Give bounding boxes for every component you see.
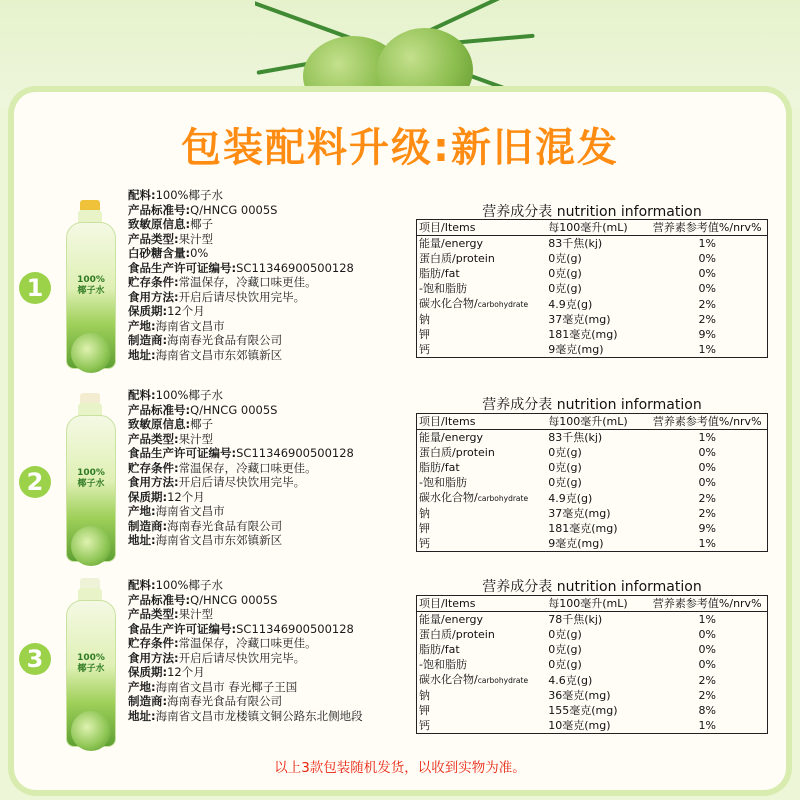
nutrition-header-cell: 每100毫升(mL): [546, 414, 645, 430]
nutrient-value: 0克(g): [548, 252, 582, 265]
nutrition-row: [417, 236, 768, 252]
info-label: 食用方法:: [128, 475, 179, 489]
info-label: 地址:: [128, 533, 156, 547]
nutrient-name: [417, 521, 547, 536]
info-value: 12个月: [167, 489, 205, 504]
product-info-row: [128, 680, 363, 695]
info-label: 保质期:: [128, 489, 168, 504]
product-info-row: [128, 417, 354, 432]
coconut-graphic: [71, 526, 111, 566]
nutrient-value: 0克(g): [548, 282, 582, 295]
nutrient-value: 4.6克(g): [548, 673, 593, 687]
product-info-row: [128, 461, 354, 476]
bottle-body: [66, 222, 116, 369]
info-value: 海南省文昌市龙楼镇文铜公路东北侧地段: [155, 708, 363, 723]
nutrition-header-cell: 营养素参考值%/nrv%: [645, 596, 767, 612]
nutrient-nrv: 0%: [698, 643, 716, 656]
bottle-brand-label: 100% 椰子水: [77, 275, 105, 296]
product-info-row: [128, 636, 363, 651]
coconut-water-bottle: [66, 393, 114, 563]
info-value: 开启后请尽快饮用完毕。: [178, 289, 306, 304]
nutrient-name-text: 能量/energy: [419, 431, 484, 444]
nutrient-nrv: 0%: [698, 252, 716, 265]
info-value: 海南省文昌市 春光椰子王国: [155, 679, 298, 694]
nutrition-title: 营养成分表 nutrition information: [482, 579, 702, 595]
nutrition-row: [417, 688, 768, 703]
coconut-water-bottle: [66, 578, 114, 748]
product-info-row: [128, 651, 363, 666]
info-label: 产品标准号:: [128, 202, 191, 217]
nutrition-row: [417, 266, 768, 281]
info-value: Q/HNCG 0005S: [190, 402, 278, 417]
nutrient-name: [417, 445, 547, 460]
info-value: 海南省文昌市东郊镇新区: [155, 347, 283, 362]
nutrient-name: [417, 490, 547, 506]
nutrient-value: 0克(g): [548, 461, 582, 474]
info-value: 100%椰子水: [155, 188, 223, 202]
nutrient-nrv: 1%: [698, 537, 716, 550]
nutrient-name: [417, 281, 547, 296]
nutrient-value: 0克(g): [548, 628, 582, 641]
nutrition-header-cell: 每100毫升(mL): [546, 596, 645, 612]
nutrient-name: [417, 627, 547, 642]
nutrient-name: [417, 266, 547, 281]
nutrient-name: [417, 612, 547, 628]
info-label: 食品生产许可证编号:: [128, 621, 237, 636]
nutrient-value: 83千焦(kj): [548, 237, 603, 250]
nutrition-row: [417, 251, 768, 266]
info-value: 常温保存，冷藏口味更佳。: [178, 636, 317, 650]
info-value: 果汁型: [178, 607, 214, 621]
info-label: 致敏原信息:: [128, 217, 191, 231]
nutrient-name: [417, 657, 547, 672]
product-info-row: [128, 232, 354, 247]
product-info-row: [128, 246, 354, 261]
nutrient-value: 4.9克(g): [548, 491, 593, 505]
nutrient-nrv: 1%: [698, 237, 716, 250]
nutrient-nrv: 2%: [698, 673, 716, 687]
info-label: 配料:: [128, 188, 156, 202]
nutrient-value: 9毫克(mg): [548, 343, 604, 356]
info-label: 食品生产许可证编号:: [128, 446, 237, 460]
nutrient-value: 0克(g): [548, 267, 582, 280]
nutrition-header-row: [417, 414, 768, 430]
bottle-brand-label: 100% 椰子水: [77, 468, 105, 489]
product-info-row: [128, 403, 354, 418]
nutrient-nrv: 2%: [698, 689, 716, 702]
nutrient-name-text: 蛋白质/protein: [419, 446, 495, 459]
nutrition-row: [417, 612, 768, 628]
nutrition-header-row: [417, 220, 768, 236]
nutrition-header-cell: 项目/Items: [417, 220, 547, 236]
nutrient-name: [417, 672, 547, 688]
info-label: 致敏原信息:: [128, 417, 191, 431]
nutrient-value: 37毫克(mg): [548, 313, 611, 326]
nutrient-name-text: 脂肪/fat: [419, 267, 460, 280]
nutrient-nrv: 2%: [698, 297, 716, 311]
info-value: SC11346900500128: [236, 621, 354, 636]
nutrition-row: [417, 536, 768, 552]
coconut-water-bottle: [66, 200, 114, 370]
nutrition-row: [417, 718, 768, 734]
nutrition-title: 营养成分表 nutrition information: [482, 397, 702, 413]
nutrient-name-text: 钾: [419, 522, 430, 535]
nutrient-nrv: 1%: [698, 719, 716, 732]
nutrient-name: [417, 251, 547, 266]
info-label: 白砂糖含量:: [128, 246, 191, 260]
product-info-row: [128, 475, 354, 490]
nutrient-name: [417, 718, 547, 734]
nutrient-nrv: 9%: [698, 328, 716, 341]
nutrition-header-cell: 营养素参考值%/nrv%: [645, 414, 767, 430]
number-badge: 3: [19, 643, 51, 675]
product-info-row: [128, 432, 354, 447]
product-info-row: [128, 333, 354, 348]
info-value: 100%椰子水: [155, 578, 223, 592]
info-value: Q/HNCG 0005S: [190, 592, 278, 607]
nutrient-nrv: 0%: [698, 267, 716, 280]
product-info-row: [128, 304, 354, 319]
nutrition-row: [417, 281, 768, 296]
nutrient-nrv: 9%: [698, 522, 716, 535]
product-info-row: [128, 709, 363, 724]
info-value: SC11346900500128: [236, 260, 354, 275]
nutrient-name-text: 碳水化合物/: [419, 491, 478, 504]
product-info-row: [128, 504, 354, 519]
info-label: 产地:: [128, 504, 156, 518]
info-label: 地址:: [128, 708, 156, 723]
nutrient-value: 36毫克(mg): [548, 689, 611, 702]
info-label: 制造商:: [128, 333, 168, 347]
info-value: 常温保存，冷藏口味更佳。: [178, 275, 317, 289]
info-value: 0%: [190, 246, 209, 260]
headline: 包装配料升级:新旧混发: [181, 125, 619, 171]
nutrition-row: [417, 342, 768, 358]
nutrition-row: [417, 506, 768, 521]
info-value: Q/HNCG 0005S: [190, 202, 278, 217]
info-label: 产品类型:: [128, 431, 179, 446]
nutrition-header-cell: 每100毫升(mL): [546, 220, 645, 236]
bottle-body: [66, 415, 116, 562]
product-info-list: [128, 188, 354, 362]
info-value: 椰子: [190, 217, 214, 231]
product-info-row: [128, 261, 354, 276]
nutrient-value: 4.9克(g): [548, 297, 593, 311]
info-label: 产地:: [128, 318, 156, 333]
info-value: 果汁型: [178, 231, 214, 246]
product-info-row: [128, 694, 363, 709]
nutrition-header-row: [417, 596, 768, 612]
nutrient-name: [417, 236, 547, 252]
info-value: 100%椰子水: [155, 388, 223, 402]
product-info-list: [128, 388, 354, 548]
nutrient-value: 37毫克(mg): [548, 507, 611, 520]
nutrient-name-text: 碳水化合物/: [419, 297, 478, 310]
nutrient-value: 78千焦(kj): [548, 613, 603, 626]
nutrient-name-text: 蛋白质/protein: [419, 252, 495, 265]
info-label: 地址:: [128, 347, 156, 362]
coconut-graphic: [71, 333, 111, 373]
info-label: 产品类型:: [128, 231, 179, 246]
info-value: 海南省文昌市: [155, 318, 225, 333]
nutrient-name-text: 脂肪/fat: [419, 461, 460, 474]
product-info-row: [128, 533, 354, 548]
nutrient-name-text: 钙: [419, 537, 430, 550]
info-value: 12个月: [167, 304, 205, 318]
nutrient-nrv: 0%: [698, 476, 716, 489]
nutrition-header-cell: 营养素参考值%/nrv%: [645, 220, 767, 236]
nutrient-name-text: -饱和脂肪: [419, 658, 467, 671]
nutrient-name: [417, 688, 547, 703]
product-info-list: [128, 578, 363, 723]
nutrient-name-sub: carbohydrate: [477, 300, 529, 309]
product-info-row: [128, 446, 354, 461]
nutrition-row: [417, 657, 768, 672]
info-value: 海南省文昌市: [155, 504, 225, 518]
info-value: 常温保存，冷藏口味更佳。: [178, 460, 317, 475]
product-info-row: [128, 519, 354, 534]
product-info-row: [128, 593, 363, 608]
nutrition-row: [417, 296, 768, 312]
info-label: 食用方法:: [128, 650, 179, 665]
nutrient-name: [417, 430, 547, 446]
nutrient-name-text: 蛋白质/protein: [419, 628, 495, 641]
nutrient-nrv: 0%: [698, 461, 716, 474]
info-label: 产品标准号:: [128, 402, 191, 417]
info-value: SC11346900500128: [236, 446, 354, 460]
nutrient-nrv: 0%: [698, 282, 716, 295]
nutrient-name-text: 钙: [419, 343, 430, 356]
nutrient-name-sub: carbohydrate: [477, 494, 529, 503]
nutrient-nrv: 0%: [698, 628, 716, 641]
info-label: 制造商:: [128, 518, 168, 533]
nutrient-name-text: 钠: [419, 313, 430, 326]
info-label: 产品类型:: [128, 607, 179, 621]
nutrient-name: [417, 460, 547, 475]
product-info-row: [128, 203, 354, 218]
info-label: 食用方法:: [128, 289, 179, 304]
info-label: 产品标准号:: [128, 592, 191, 607]
coconut-graphic: [71, 711, 111, 751]
nutrition-row: [417, 642, 768, 657]
info-label: 食品生产许可证编号:: [128, 260, 237, 275]
nutrient-name: [417, 342, 547, 358]
nutrition-header-cell: 项目/Items: [417, 596, 547, 612]
nutrient-name: [417, 506, 547, 521]
nutrient-nrv: 2%: [698, 313, 716, 326]
nutrition-table: [416, 413, 768, 552]
nutrient-name-text: -饱和脂肪: [419, 282, 467, 295]
nutrient-value: 0克(g): [548, 446, 582, 459]
nutrition-row: [417, 521, 768, 536]
nutrient-name-text: 钠: [419, 689, 430, 702]
nutrient-name: [417, 312, 547, 327]
product-info-row: [128, 622, 363, 637]
nutrition-header-cell: 项目/Items: [417, 414, 547, 430]
nutrient-name-text: 钙: [419, 719, 430, 732]
nutrient-nrv: 1%: [698, 343, 716, 356]
nutrient-nrv: 2%: [698, 507, 716, 520]
info-value: 12个月: [167, 665, 205, 679]
nutrient-name-sub: carbohydrate: [477, 676, 529, 685]
info-label: 保质期:: [128, 304, 168, 318]
nutrition-row: [417, 430, 768, 446]
nutrition-row: [417, 475, 768, 490]
info-label: 贮存条件:: [128, 275, 179, 289]
nutrient-value: 0克(g): [548, 643, 582, 656]
info-value: 海南春光食品有限公司: [167, 518, 283, 533]
nutrition-row: [417, 703, 768, 718]
info-value: 海南省文昌市东郊镇新区: [155, 533, 283, 547]
info-label: 贮存条件:: [128, 636, 179, 650]
info-label: 配料:: [128, 388, 156, 402]
product-info-row: [128, 275, 354, 290]
nutrient-name-text: 脂肪/fat: [419, 643, 460, 656]
nutrition-row: [417, 627, 768, 642]
info-value: 椰子: [190, 417, 214, 431]
nutrient-value: 10毫克(mg): [548, 719, 611, 732]
nutrient-name-text: 能量/energy: [419, 613, 484, 626]
info-value: 果汁型: [178, 431, 214, 446]
product-info-row: [128, 490, 354, 505]
nutrient-name-text: -饱和脂肪: [419, 476, 467, 489]
nutrition-title: 营养成分表 nutrition information: [482, 204, 702, 220]
product-info-row: [128, 607, 363, 622]
product-info-row: [128, 319, 354, 334]
nutrient-name-text: 钠: [419, 507, 430, 520]
product-info-row: [128, 217, 354, 232]
nutrition-row: [417, 490, 768, 506]
nutrient-nrv: 2%: [698, 491, 716, 505]
product-info-row: [128, 290, 354, 305]
info-value: 海南春光食品有限公司: [167, 333, 283, 347]
nutrient-name-text: 钾: [419, 328, 430, 341]
info-value: 开启后请尽快饮用完毕。: [178, 475, 306, 489]
nutrition-row: [417, 327, 768, 342]
nutrient-nrv: 1%: [698, 431, 716, 444]
nutrient-value: 155毫克(mg): [548, 704, 618, 717]
nutrient-name: [417, 327, 547, 342]
product-info-row: [128, 578, 363, 593]
nutrient-nrv: 0%: [698, 658, 716, 671]
nutrient-value: 0克(g): [548, 658, 582, 671]
nutrient-value: 83千焦(kj): [548, 431, 603, 444]
info-label: 配料:: [128, 578, 156, 592]
nutrient-nrv: 8%: [698, 704, 716, 717]
nutrient-value: 181毫克(mg): [548, 522, 618, 535]
nutrient-name: [417, 703, 547, 718]
info-label: 制造商:: [128, 694, 168, 708]
bottle-brand-label: 100% 椰子水: [77, 653, 105, 674]
info-value: 海南春光食品有限公司: [167, 694, 283, 708]
nutrient-name: [417, 475, 547, 490]
nutrition-row: [417, 672, 768, 688]
product-info-row: [128, 388, 354, 403]
nutrient-name-text: 能量/energy: [419, 237, 484, 250]
nutrient-value: 181毫克(mg): [548, 328, 618, 341]
bottle-body: [66, 600, 116, 747]
number-badge: 2: [19, 466, 51, 498]
product-info-row: [128, 665, 363, 680]
number-badge: 1: [19, 272, 51, 304]
info-label: 保质期:: [128, 665, 168, 679]
nutrient-name: [417, 296, 547, 312]
nutrient-value: 0克(g): [548, 476, 582, 489]
nutrient-nrv: 1%: [698, 613, 716, 626]
nutrient-name-text: 碳水化合物/: [419, 673, 478, 686]
nutrition-table: [416, 595, 768, 734]
info-label: 产地:: [128, 679, 156, 694]
nutrient-nrv: 0%: [698, 446, 716, 459]
product-info-row: [128, 188, 354, 203]
nutrition-row: [417, 445, 768, 460]
product-info-row: [128, 348, 354, 363]
nutrient-value: 9毫克(mg): [548, 537, 604, 550]
nutrient-name-text: 钾: [419, 704, 430, 717]
info-value: 开启后请尽快饮用完毕。: [178, 650, 306, 665]
nutrient-name: [417, 642, 547, 657]
nutrient-name: [417, 536, 547, 552]
info-label: 贮存条件:: [128, 460, 179, 475]
nutrition-row: [417, 460, 768, 475]
nutrition-table: [416, 219, 768, 358]
shipping-footnote: 以上3款包装随机发货，以收到实物为准。: [274, 760, 526, 776]
nutrition-row: [417, 312, 768, 327]
